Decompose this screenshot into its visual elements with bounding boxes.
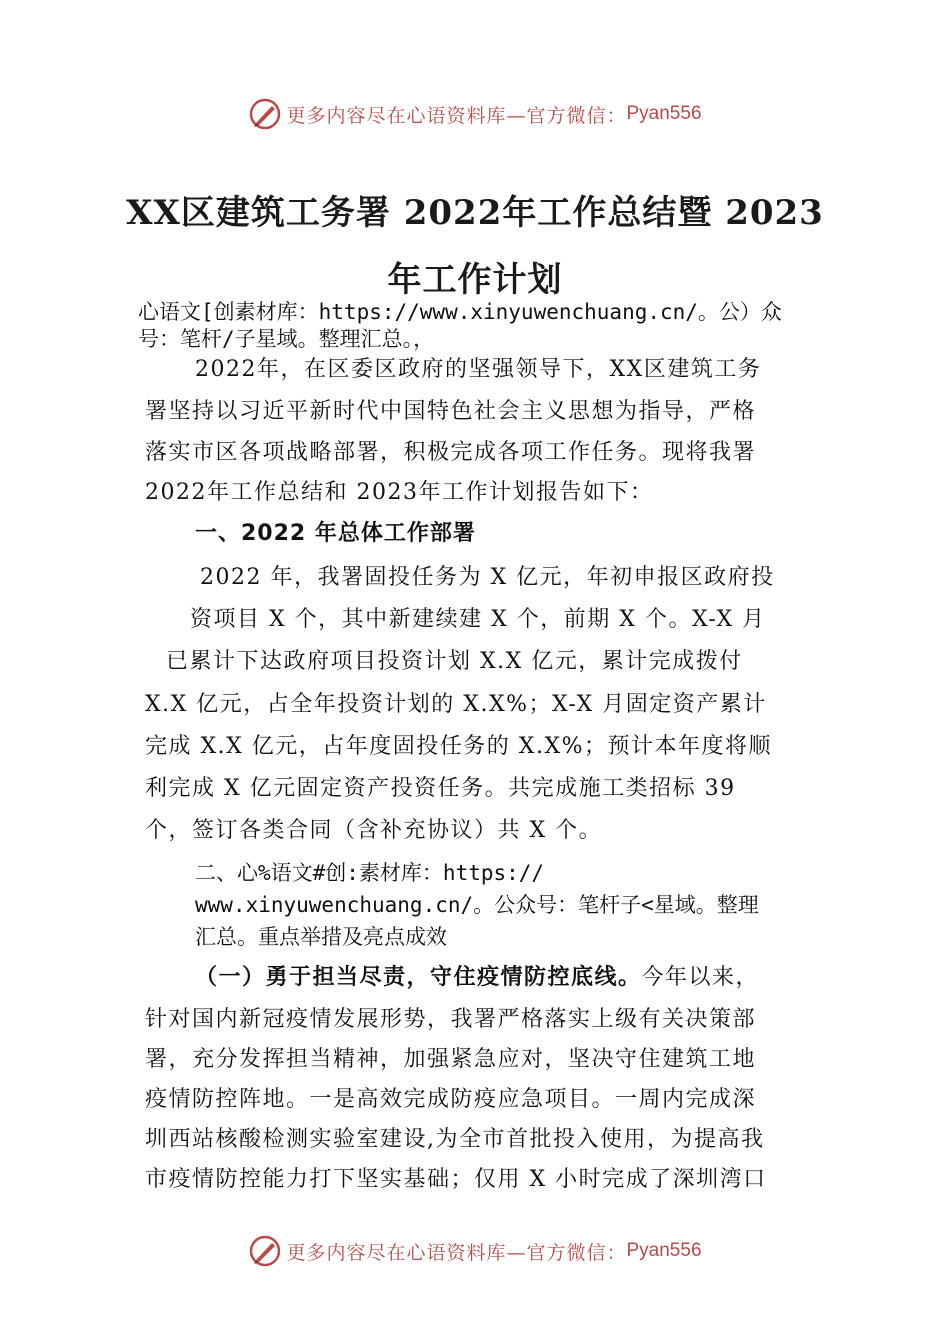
subsection1-line: 圳西站核酸检测实验室建设,为全市首批投入使用，为提高我 [145, 1127, 765, 1152]
banner-text: 更多内容尽在心语资料库—官方微信： [286, 104, 627, 127]
section1-line: X.X 亿元，占全年投资计划的 X.X%；X-X 月固定资产累计 [145, 692, 767, 717]
section2-heading-line: 汇总。重点举措及亮点成效 [195, 925, 447, 949]
pen-logo-icon [248, 97, 282, 131]
intro-line: 落实市区各项战略部署，积极完成各项工作任务。现将我署 [145, 440, 757, 465]
doc-title-line1: XX区建筑工务署 2022年工作总结暨 2023 [126, 193, 824, 233]
source-note-line1: 心语文[创素材库：https://www.xinyuwenchuang.cn/。公）众 [138, 300, 782, 324]
banner-text: 更多内容尽在心语资料库—官方微信： [286, 1241, 627, 1264]
section1-line: 已累计下达政府项目投资计划 X.X 亿元，累计完成拨付 [166, 649, 743, 674]
subsection1-line: 针对国内新冠疫情发展形势，我署严格落实上级有关决策部 [145, 1007, 757, 1032]
intro-line: 署坚持以习近平新时代中国特色社会主义思想为指导，严格 [145, 399, 757, 424]
subsection1-lead [195, 962, 759, 993]
subsection1-line: 疫情防控阵地。一是高效完成防疫应急项目。一周内完成深 [145, 1087, 757, 1112]
section1-line: 资项目 X 个，其中新建续建 X 个，前期 X 个。X-X 月 [190, 607, 766, 632]
subsection1-text: 今年以来， [641, 965, 760, 990]
section2-heading-line: 二、心%语文#创:素材库：https:// [195, 861, 545, 885]
section2-heading-line: www.xinyuwenchuang.cn/。公众号：笔杆子<星域。整理 [195, 893, 759, 917]
footer-banner [0, 1231, 950, 1271]
header-banner [0, 94, 950, 134]
subsection1-title: （一）勇于担当尽责，守住疫情防控底线。 [195, 964, 642, 990]
doc-title-line2: 年工作计划 [387, 260, 563, 300]
section1-line: 利完成 X 亿元固定资产投资任务。共完成施工类招标 39 [145, 776, 736, 801]
banner-wechat-id: Pyan556 [626, 103, 702, 124]
section1-line: 完成 X.X 亿元，占年度固投任务的 X.X%；预计本年度将顺 [145, 734, 773, 759]
section1-heading: 一、2022 年总体工作部署 [195, 521, 476, 546]
subsection1-line: 署，充分发挥担当精神，加强紧急应对，坚决守住建筑工地 [145, 1047, 757, 1072]
subsection1-line: 市疫情防控能力打下坚实基础；仅用 X 小时完成了深圳湾口 [145, 1167, 767, 1192]
section1-line: 个，签订各类合同（含补充协议）共 X 个。 [145, 818, 603, 843]
pen-logo-icon [248, 1234, 282, 1268]
banner-wechat-id: Pyan556 [626, 1240, 702, 1261]
intro-line: 2022年，在区委区政府的坚强领导下，XX区建筑工务 [195, 357, 762, 382]
source-note-line2: 号：笔杆/子星域。整理汇总。， [138, 327, 435, 351]
section1-line: 2022 年，我署固投任务为 X 亿元，年初申报区政府投 [200, 565, 775, 590]
intro-line: 2022年工作总结和 2023年工作计划报告如下： [145, 480, 654, 505]
